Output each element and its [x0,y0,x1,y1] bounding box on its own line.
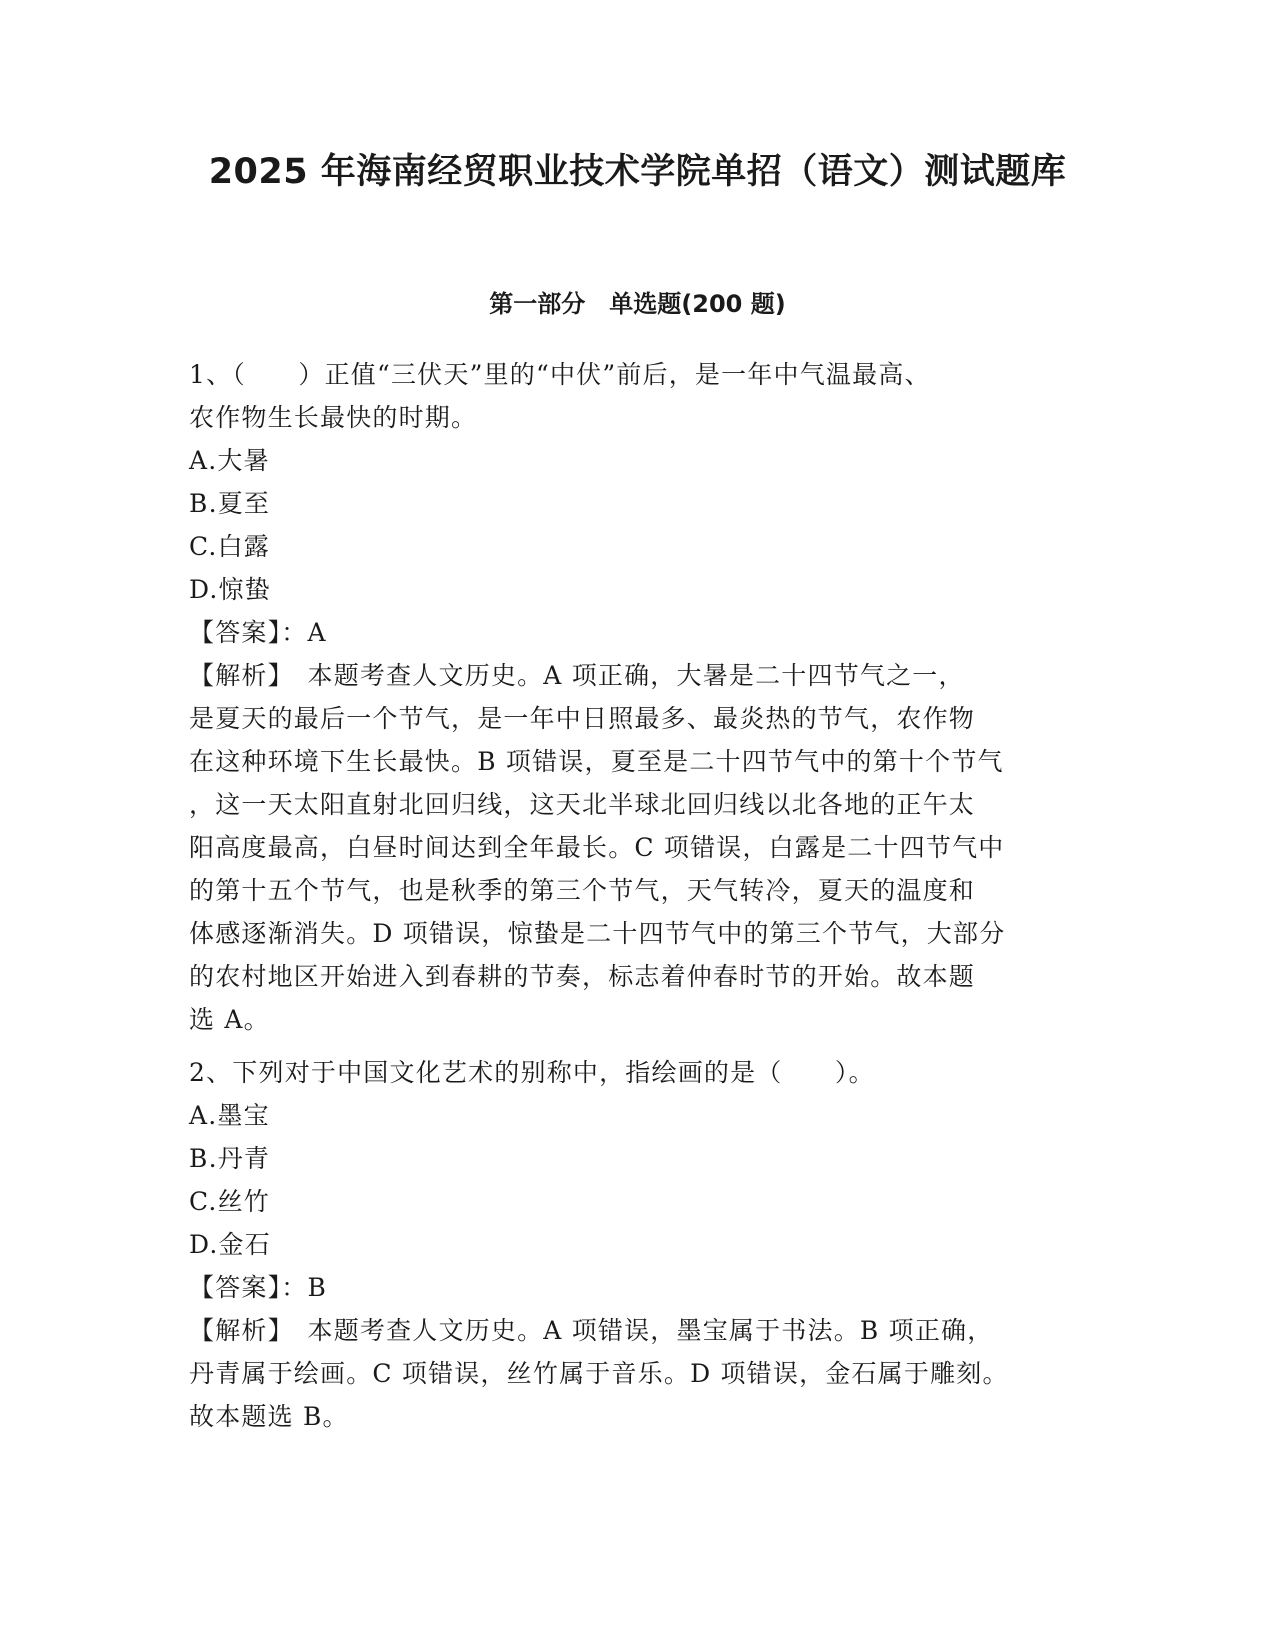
answer-line: 【答案】：A [189,618,327,647]
analysis-line: 的第十五个节气，也是秋季的第三个节气，天气转冷，夏天的温度和 [189,876,976,905]
analysis-line: 体感逐渐消失。D 项错误，惊蛰是二十四节气中的第三个节气，大部分 [189,919,1006,948]
document-title: 2025 年海南经贸职业技术学院单招（语文）测试题库 [208,152,1067,192]
option-d: D.金石 [189,1230,271,1259]
analysis-line: 【解析】 本题考查人文历史。A 项错误，墨宝属于书法。B 项正确， [189,1316,994,1345]
question-stem-line: 2、下列对于中国文化艺术的别称中，指绘画的是（ ）。 [189,1058,875,1087]
question-stem-line: 农作物生长最快的时期。 [189,403,478,432]
section-title: 第一部分 单选题(200 题) [489,290,786,318]
analysis-line: 是夏天的最后一个节气，是一年中日照最多、最炎热的节气，农作物 [189,704,976,733]
option-b: B.夏至 [189,489,271,518]
analysis-line: 选 A。 [189,1005,270,1034]
answer-line: 【答案】：B [189,1273,328,1302]
question-stem-line: 1、（ ）正值“三伏天”里的“中伏”前后，是一年中气温最高、 [189,360,931,389]
analysis-line: 阳高度最高，白昼时间达到全年最长。C 项错误，白露是二十四节气中 [189,833,1005,862]
option-d: D.惊蛰 [189,575,271,604]
question-1 [189,353,1089,1041]
analysis-line: 【解析】 本题考查人文历史。A 项正确，大暑是二十四节气之一， [189,661,965,690]
question-2 [189,1051,1089,1438]
analysis-line: 在这种环境下生长最快。B 项错误，夏至是二十四节气中的第十个节气 [189,747,1004,776]
question-list [189,353,1089,1438]
analysis-line: 丹青属于绘画。C 项错误，丝竹属于音乐。D 项错误，金石属于雕刻。 [189,1359,1009,1388]
option-a: A.大暑 [189,446,270,475]
analysis-line: ，这一天太阳直射北回归线，这天北半球北回归线以北各地的正午太 [189,790,976,819]
option-a: A.墨宝 [189,1101,270,1130]
analysis-line: 的农村地区开始进入到春耕的节奏，标志着仲春时节的开始。故本题 [189,962,976,991]
option-c: C.白露 [189,532,270,561]
analysis-line: 故本题选 B。 [189,1402,349,1431]
option-b: B.丹青 [189,1144,271,1173]
option-c: C.丝竹 [189,1187,270,1216]
